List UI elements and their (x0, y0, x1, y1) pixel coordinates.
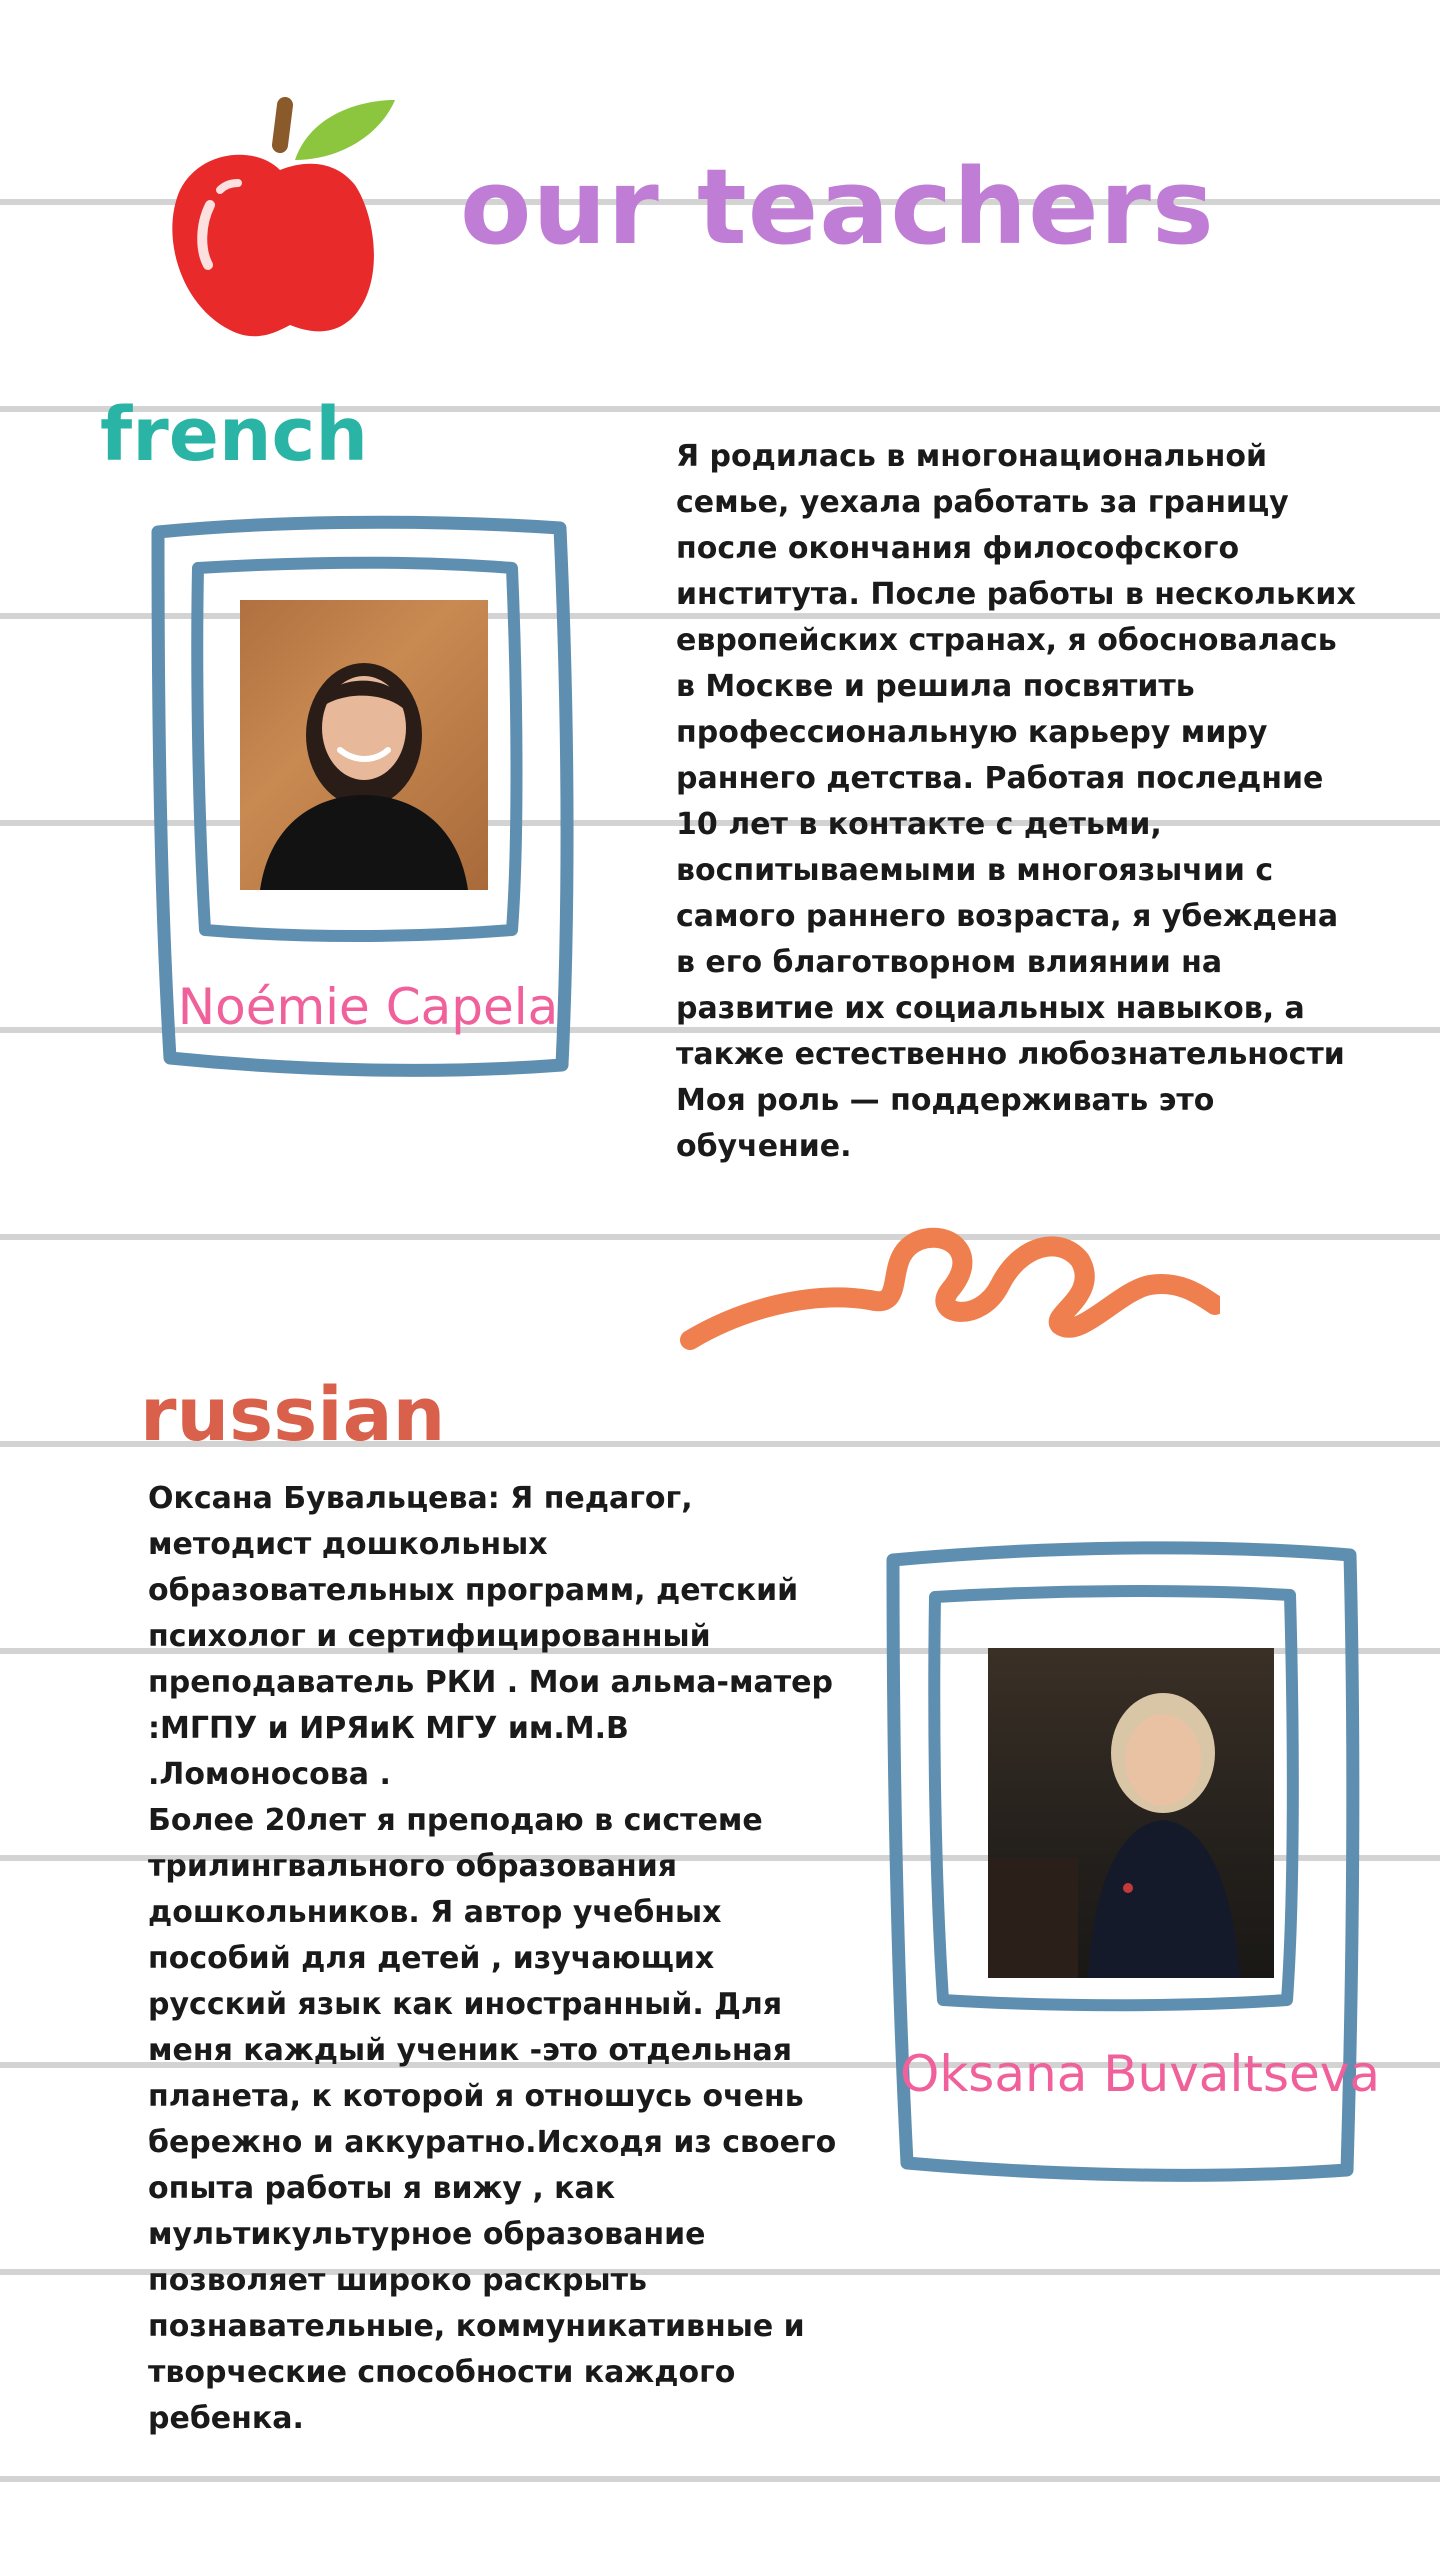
apple-icon (160, 75, 400, 345)
squiggle-decoration (680, 1215, 1220, 1365)
section-heading-russian: russian (140, 1372, 446, 1458)
teacher-name-oksana: Oksana Buvaltseva (900, 2045, 1380, 2103)
teacher-bio-french: Я родилась в многонациональной семье, уехала работать за границу после окончания философского института. После работы в нескольких европейских странах, я обосновалась в Москве и решила посвятить профессиональную карьеру миру раннего детства. Работая последние 10 лет в контакте с детьми, воспитываемыми в многоязычии с самого раннего возраста, я убеждена в его благотворном влиянии на развитие их социальных навыков, а также естественно любознательности Моя роль — поддерживать это обучение. (676, 439, 1356, 1164)
teacher-photo-oksana (988, 1648, 1274, 1978)
teacher-bio-russian: Оксана Бувальцева: Я педагог, методист дошкольных образовательных программ, детский психолог и сертифицированный преподаватель РКИ . Мои альма-матер :МГПУ и ИРЯиК МГУ им.М.В .Ломоносова . Более 20лет я преподаю в системе трилингвального образования дошкольников. Я автор учебных пособий для детей , изучающих русский язык как иностранный. Для меня каждый ученик -это отдельная планета, к которой я отношусь очень бережно и аккуратно.Исходя из своего опыта работы я вижу , как мультикультурное образование позволяет широко раскрыть познавательные, коммуникативные и творческие способности каждого ребенка. (148, 1481, 837, 2436)
teacher-photo-noemie (240, 600, 488, 890)
teacher-name-noemie: Noémie Capela (177, 978, 559, 1036)
page-title: our teachers (460, 146, 1215, 268)
section-heading-french: french (100, 392, 369, 478)
